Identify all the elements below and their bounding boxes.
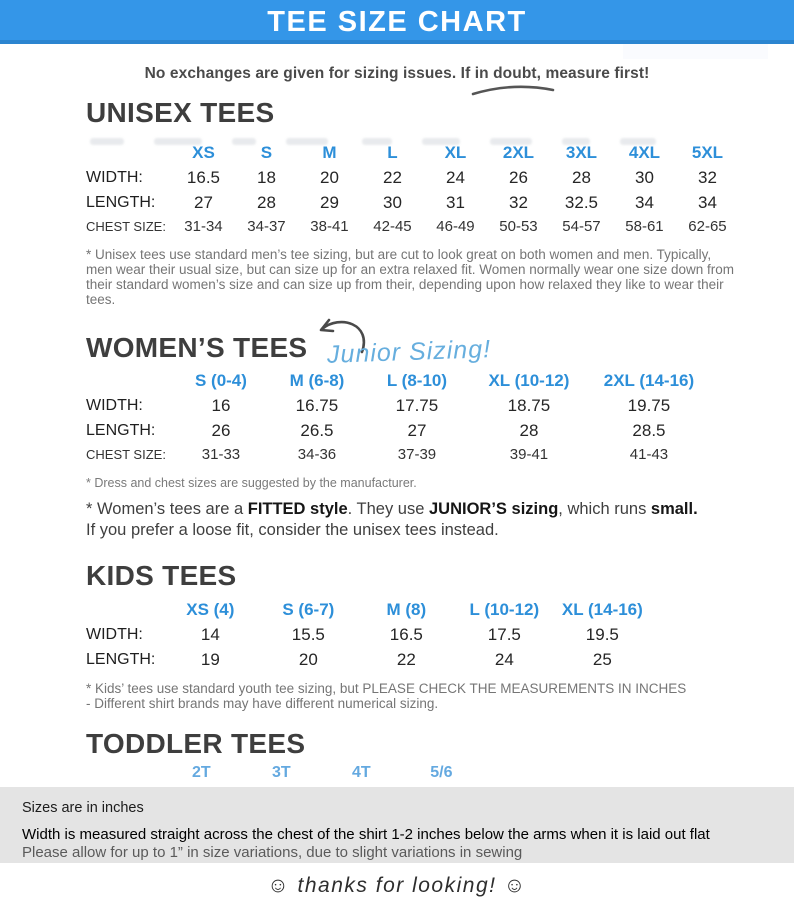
kids-size-table-wrap — [0, 598, 794, 673]
size-value-cell: 14 — [200, 625, 220, 644]
note-bold: FITTED style — [247, 500, 348, 518]
size-value-cell: 58-61 — [625, 218, 664, 235]
note-text: If you prefer a loose fit, consider the unisex tees instead. — [86, 521, 499, 539]
note-text: * Women’s tees are a — [86, 500, 248, 518]
size-value-cell: 20 — [319, 168, 339, 187]
size-value-cell: 28 — [519, 421, 539, 440]
size-column-header: L (10-12) — [469, 600, 540, 619]
size-column-header: XS — [192, 143, 215, 162]
size-value-cell: 19.75 — [627, 396, 671, 415]
corner-cell — [86, 369, 172, 394]
footer-notes — [0, 787, 794, 863]
women-size-table — [86, 369, 710, 466]
size-column-header: XL — [444, 143, 467, 162]
size-value-cell: 15.5 — [291, 625, 325, 644]
kids-size-table — [86, 598, 651, 673]
size-value-cell: 27 — [193, 193, 213, 212]
size-value-cell: 18.75 — [507, 396, 551, 415]
size-value-cell: 24 — [445, 168, 465, 187]
size-value-cell: 31-34 — [184, 218, 223, 235]
toddler-section-title: TODDLER TEES — [86, 728, 306, 759]
manufacturer-note: * Dress and chest sizes are suggested by the manufacturer. — [86, 476, 417, 490]
size-column-header: S (0-4) — [194, 371, 247, 390]
size-value-cell: 37-39 — [397, 446, 437, 463]
section-women — [0, 332, 794, 541]
size-value-cell: 17.75 — [395, 396, 439, 415]
size-value-cell: 42-45 — [373, 218, 412, 235]
size-value-cell: 16.5 — [389, 625, 423, 644]
size-value-cell: 26 — [211, 421, 231, 440]
unisex-size-table-wrap — [0, 141, 794, 238]
size-column-header: L (8-10) — [386, 371, 448, 390]
size-value-cell: 18 — [256, 168, 276, 187]
size-value-cell: 31 — [445, 193, 465, 212]
size-column-header: 5XL — [691, 143, 724, 162]
size-column-header: 5/6 — [430, 764, 453, 781]
size-value-cell: 17.5 — [487, 625, 521, 644]
thanks-message: ☺ thanks for looking! ☺ — [267, 874, 527, 897]
size-value-cell: 34 — [697, 193, 717, 212]
size-column-header: M (8) — [386, 600, 427, 619]
kids-sizing-note — [86, 681, 741, 711]
row-label: LENGTH: — [86, 651, 156, 668]
size-value-cell: 31-33 — [201, 446, 241, 463]
footer-line-width: Width is measured straight across the chest of the shirt 1-2 inches below the arms when it is laid out flat — [22, 826, 710, 843]
size-column-header: XL (10-12) — [488, 371, 570, 390]
size-column-header: XL (14-16) — [561, 600, 643, 619]
row-label: CHEST SIZE: — [86, 219, 166, 234]
size-value-cell: 27 — [407, 421, 427, 440]
row-label: LENGTH: — [86, 194, 156, 211]
junior-sizing-annotation: Junior Sizing! — [326, 335, 492, 369]
note-text: . They use — [347, 500, 429, 518]
size-column-header: M — [322, 143, 337, 162]
fitted-style-note — [86, 499, 746, 541]
size-column-header: L — [387, 143, 398, 162]
size-column-header: XS (4) — [186, 600, 235, 619]
row-label: WIDTH: — [86, 626, 143, 643]
size-value-cell: 50-53 — [499, 218, 538, 235]
size-value-cell: 26.5 — [300, 421, 334, 440]
women-heading-row — [86, 332, 794, 367]
size-value-cell: 32.5 — [564, 193, 598, 212]
unisex-section-title: UNISEX TEES — [86, 97, 275, 128]
size-column-header: 2XL (14-16) — [603, 371, 695, 390]
size-value-cell: 46-49 — [436, 218, 475, 235]
size-value-cell: 28 — [571, 168, 591, 187]
page-title: TEE SIZE CHART — [267, 6, 527, 38]
size-value-cell: 19.5 — [585, 625, 619, 644]
erased-row-artifact — [90, 132, 794, 141]
footer-line-variation: Please allow for up to 1” in size variations, due to slight variations in sewing — [22, 844, 523, 861]
size-value-cell: 16.5 — [186, 168, 220, 187]
unisex-sizing-note: * Unisex tees use standard men’s tee sizing, but are cut to look great on both women and men. Typically, men wear their usual size, but can size up for an extra relaxed fit. Women normally wear one size down from their standard women’s size and can size up from their, depending upon how relaxed they like to wear their tees. — [86, 247, 735, 307]
underline-swoosh — [470, 85, 556, 97]
size-value-cell: 26 — [508, 168, 528, 187]
size-column-header: 4T — [352, 764, 371, 781]
section-unisex — [0, 97, 794, 307]
size-value-cell: 39-41 — [509, 446, 549, 463]
size-value-cell: 22 — [396, 650, 416, 669]
row-label: CHEST SIZE: — [86, 447, 166, 462]
size-column-header: S — [260, 143, 273, 162]
size-column-header: 3XL — [565, 143, 598, 162]
women-size-table-wrap — [0, 369, 794, 466]
row-label: WIDTH: — [86, 397, 143, 414]
size-value-cell: 32 — [508, 193, 528, 212]
size-column-header: 4XL — [628, 143, 661, 162]
corner-cell — [86, 598, 161, 623]
size-value-cell: 34-37 — [247, 218, 286, 235]
header-banner — [0, 0, 794, 44]
note-text: , which runs — [558, 500, 651, 518]
size-value-cell: 38-41 — [310, 218, 349, 235]
row-label: LENGTH: — [86, 422, 156, 439]
size-column-header: M (6-8) — [289, 371, 345, 390]
section-kids — [0, 560, 794, 711]
size-value-cell: 28 — [256, 193, 276, 212]
row-label: WIDTH: — [86, 169, 143, 186]
notice-text: No exchanges are given for sizing issues. If in doubt, measure first! — [144, 65, 650, 82]
size-value-cell: 34 — [634, 193, 654, 212]
kids-section-title: KIDS TEES — [86, 560, 237, 591]
size-value-cell: 25 — [592, 650, 612, 669]
size-column-header: 2T — [192, 764, 211, 781]
size-value-cell: 16 — [211, 396, 231, 415]
size-column-header: S (6-7) — [282, 600, 335, 619]
size-column-header: 3T — [272, 764, 291, 781]
size-value-cell: 28.5 — [632, 421, 666, 440]
size-value-cell: 16.75 — [295, 396, 339, 415]
no-exchange-notice — [0, 65, 794, 83]
note-text: * Kids’ tees use standard youth tee sizing, but PLEASE CHECK THE MEASUREMENTS IN INCHES — [86, 681, 687, 696]
note-text: - Different shirt brands may have different numerical sizing. — [86, 696, 439, 711]
unisex-size-table — [86, 141, 739, 238]
size-value-cell: 30 — [634, 168, 654, 187]
size-value-cell: 41-43 — [629, 446, 669, 463]
corner-cell — [86, 762, 161, 785]
note-bold: small. — [650, 500, 698, 518]
size-value-cell: 29 — [319, 193, 339, 212]
size-value-cell: 24 — [494, 650, 514, 669]
size-value-cell: 32 — [697, 168, 717, 187]
size-value-cell: 62-65 — [688, 218, 727, 235]
note-bold: JUNIOR’S sizing — [429, 500, 559, 518]
size-value-cell: 22 — [382, 168, 402, 187]
size-value-cell: 20 — [298, 650, 318, 669]
size-value-cell: 54-57 — [562, 218, 601, 235]
women-section-title: WOMEN’S TEES — [86, 332, 308, 363]
size-value-cell: 30 — [382, 193, 402, 212]
size-value-cell: 19 — [200, 650, 220, 669]
size-value-cell: 34-36 — [297, 446, 337, 463]
footer-line-inches: Sizes are in inches — [22, 800, 144, 816]
size-column-header: 2XL — [502, 143, 535, 162]
banner-notch-artifact — [623, 44, 768, 59]
